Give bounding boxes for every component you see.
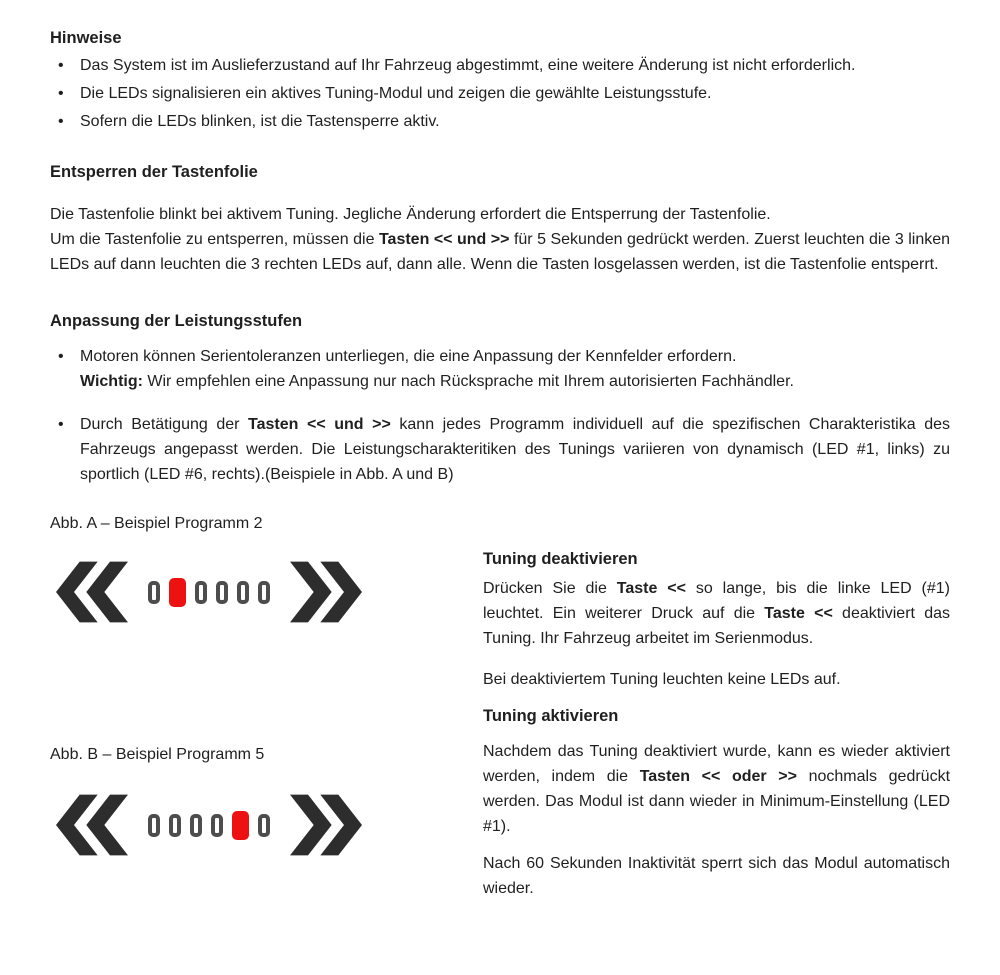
bullet-text: Die LEDs signalisieren ein aktives Tuning-Modul und zeigen die gewählte Leistungsstufe.	[80, 85, 712, 102]
bullet-marker: •	[58, 57, 64, 74]
bullet-item	[50, 344, 950, 394]
led-off	[190, 814, 202, 837]
double-chevron-left-icon	[56, 561, 128, 623]
led-off	[258, 814, 270, 837]
heading-tuning-deaktivieren: Tuning deaktivieren	[483, 550, 638, 568]
bullet-text: Das System ist im Auslieferzustand auf Ihr Fahrzeug abgestimmt, eine weitere Änderung ist nicht erforderlich.	[80, 57, 856, 74]
led-on	[169, 578, 186, 607]
bullet-text: Durch Betätigung der Tasten << und >> kann jedes Programm individuell auf die spezifischen Charakteristika des Fahrzeugs angepasst werden. Die Leistungscharakteritiken des Tunings variieren von dynamisch (LED #1, links) zu sportlich (LED #6, rechts).(Beispiele in Abb. A und B)	[80, 416, 950, 483]
deaktivieren-paragraph-1: Drücken Sie die Taste << so lange, bis die linke LED (#1) leuchtet. Ein weiterer Druck auf die Taste << deaktiviert das Tuning. Ihr Fahrzeug arbeitet im Serienmodus.	[483, 580, 951, 647]
aktivieren-paragraph-1: Nachdem das Tuning deaktiviert wurde, kann es wieder aktiviert werden, indem die Tasten << oder >> nochmals gedrückt werden. Das Modul ist dann wieder in Minimum-Einstellung (LED #1).	[483, 743, 951, 835]
bullet-marker: •	[58, 113, 64, 130]
bullet-marker: •	[58, 348, 64, 365]
bullet-text: Motoren können Serientoleranzen unterliegen, die eine Anpassung der Kennfelder erfordern. Wichtig: Wir empfehlen eine Anpassung nur nach Rücksprache mit Ihrem autorisierten Fachhändler.	[80, 348, 794, 390]
double-chevron-right-icon	[290, 794, 362, 856]
bullet-item	[50, 53, 950, 78]
aktivieren-paragraph-2: Nach 60 Sekunden Inaktivität sperrt sich das Modul automatisch wieder.	[483, 855, 950, 897]
bullet-item	[50, 81, 950, 106]
double-chevron-left-icon	[56, 794, 128, 856]
led-off	[148, 581, 160, 604]
led-off	[211, 814, 223, 837]
figure-b-caption: Abb. B – Beispiel Programm 5	[50, 746, 265, 763]
figure-a-led-display	[56, 560, 483, 624]
led-row	[148, 811, 270, 840]
section-anpassung	[50, 309, 950, 487]
bullet-item	[50, 412, 950, 487]
deaktivieren-paragraph-2: Bei deaktiviertem Tuning leuchten keine LEDs auf.	[483, 671, 841, 688]
hinweise-bullet-list	[50, 53, 950, 134]
led-row	[148, 578, 270, 607]
bullet-marker: •	[58, 85, 64, 102]
section-hinweise	[50, 26, 950, 134]
led-off	[148, 814, 160, 837]
instructions-column	[483, 511, 950, 901]
figure-a-caption: Abb. A – Beispiel Programm 2	[50, 515, 263, 532]
figures-column	[50, 511, 483, 901]
led-off	[237, 581, 249, 604]
double-chevron-right-icon	[290, 561, 362, 623]
section-entsperren	[50, 160, 950, 277]
entsperren-paragraph-2: Um die Tastenfolie zu entsperren, müssen die Tasten << und >> für 5 Sekunden gedrückt werden. Zuerst leuchten die 3 linken LEDs auf dann leuchten die 3 rechten LEDs auf, dann alle. Wenn die Tasten losgelassen werden, ist die Tastenfolie entsperrt.	[50, 231, 951, 273]
bullet-item	[50, 109, 950, 134]
led-off	[258, 581, 270, 604]
bullet-text: Sofern die LEDs blinken, ist die Tastensperre aktiv.	[80, 113, 440, 130]
entsperren-paragraph-1: Die Tastenfolie blinkt bei aktivem Tuning. Jegliche Änderung erfordert die Entsperrung der Tastenfolie.	[50, 206, 771, 223]
section-title-hinweise: Hinweise	[50, 29, 122, 47]
figures-and-instructions	[50, 511, 950, 901]
section-title-anpassung: Anpassung der Leistungsstufen	[50, 312, 303, 330]
led-off	[169, 814, 181, 837]
led-on	[232, 811, 249, 840]
figure-b-led-display	[56, 793, 483, 857]
bullet-marker: •	[58, 416, 64, 433]
heading-tuning-aktivieren: Tuning aktivieren	[483, 707, 619, 725]
led-off	[216, 581, 228, 604]
led-off	[195, 581, 207, 604]
section-title-entsperren: Entsperren der Tastenfolie	[50, 163, 258, 181]
